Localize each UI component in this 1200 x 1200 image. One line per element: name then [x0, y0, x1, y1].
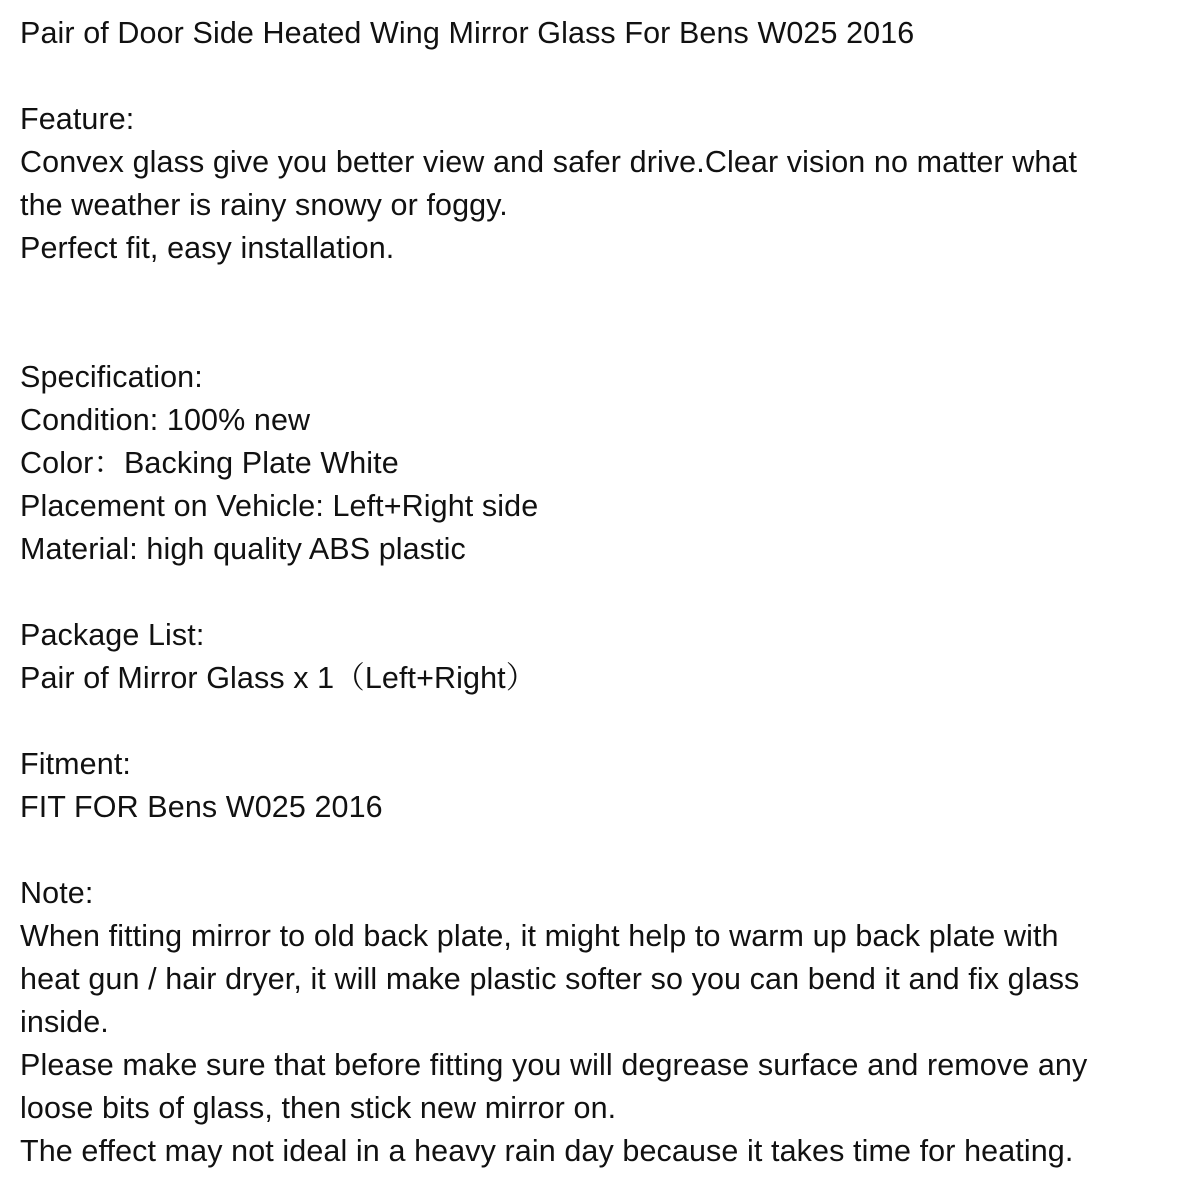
package-heading: Package List:: [20, 618, 205, 652]
fitment-section: [20, 743, 1190, 829]
product-description: [20, 12, 1190, 1173]
spacer: [20, 55, 1190, 98]
feature-line: Perfect fit, easy installation.: [20, 231, 395, 265]
fitment-line: FIT FOR Bens W025 2016: [20, 790, 383, 824]
feature-line: the weather is rainy snowy or foggy.: [20, 188, 508, 222]
note-line: heat gun / hair dryer, it will make plastic softer so you can bend it and fix glass: [20, 962, 1080, 996]
note-line: loose bits of glass, then stick new mirror on.: [20, 1091, 617, 1125]
spec-placement: Placement on Vehicle: Left+Right side: [20, 489, 539, 523]
note-line: The effect may not ideal in a heavy rain day because it takes time for heating.: [20, 1134, 1074, 1168]
note-heading: Note:: [20, 876, 94, 910]
feature-line: Convex glass give you better view and safer drive.Clear vision no matter what: [20, 145, 1078, 179]
package-item: Pair of Mirror Glass x 1（Left+Right）: [20, 661, 537, 695]
product-title: Pair of Door Side Heated Wing Mirror Glass For Bens W025 2016: [20, 16, 915, 50]
spec-material: Material: high quality ABS plastic: [20, 532, 466, 566]
spec-color: Color：Backing Plate White: [20, 446, 399, 480]
specification-heading: Specification:: [20, 360, 203, 394]
specification-section: [20, 356, 1190, 571]
note-line: When fitting mirror to old back plate, it might help to warm up back plate with: [20, 919, 1059, 953]
spec-condition: Condition: 100% new: [20, 403, 311, 437]
spacer: [20, 571, 1190, 614]
fitment-heading: Fitment:: [20, 747, 131, 781]
spacer: [20, 700, 1190, 743]
note-section: [20, 872, 1190, 1173]
note-line: inside.: [20, 1005, 109, 1039]
note-line: Please make sure that before fitting you will degrease surface and remove any: [20, 1048, 1088, 1082]
spacer: [20, 313, 1190, 356]
spacer: [20, 829, 1190, 872]
feature-section: [20, 98, 1190, 270]
feature-heading: Feature:: [20, 102, 135, 136]
package-section: [20, 614, 1190, 700]
spacer: [20, 270, 1190, 313]
